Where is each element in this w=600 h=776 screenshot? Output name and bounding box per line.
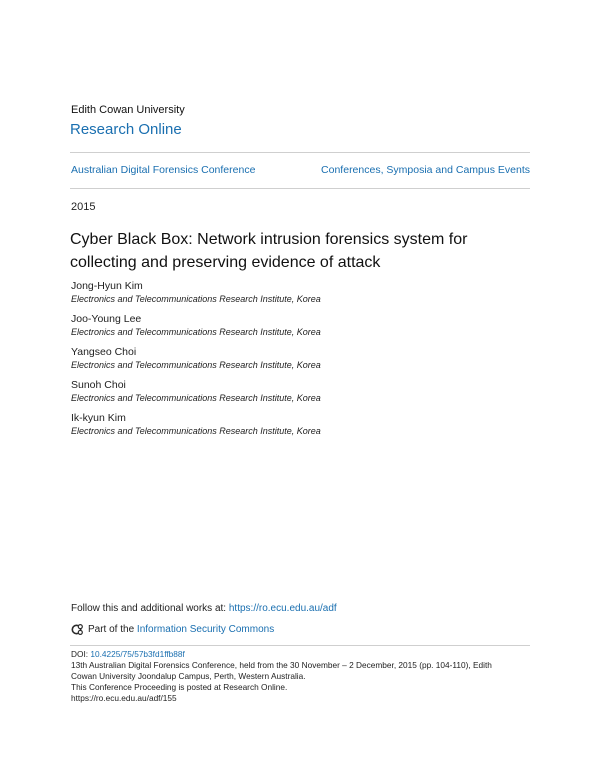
author-affiliation: Electronics and Telecommunications Research Institute, Korea bbox=[71, 426, 321, 436]
part-of-line bbox=[71, 623, 274, 636]
author-affiliation: Electronics and Telecommunications Research Institute, Korea bbox=[71, 294, 321, 304]
author-entry bbox=[71, 280, 531, 305]
citation-line-1: 13th Australian Digital Forensics Conference, held from the 30 November – 2 December, 2015 (pp. 104-110), Edith bbox=[71, 660, 492, 670]
citation-footer bbox=[71, 649, 541, 704]
author-name: Sunoh Choi bbox=[71, 379, 126, 391]
author-affiliation: Electronics and Telecommunications Research Institute, Korea bbox=[71, 393, 321, 403]
information-security-commons-link[interactable]: Information Security Commons bbox=[136, 624, 275, 635]
divider-footer bbox=[70, 645, 530, 646]
commons-network-icon bbox=[71, 623, 84, 636]
follow-text: Follow this and additional works at: bbox=[71, 603, 229, 614]
author-affiliation: Electronics and Telecommunications Research Institute, Korea bbox=[71, 327, 321, 337]
doi-line bbox=[71, 649, 541, 660]
doi-link[interactable]: 10.4225/75/57b3fd1ffb88f bbox=[90, 649, 185, 659]
institution-name: Edith Cowan University bbox=[71, 104, 185, 116]
part-of-prefix: Part of the bbox=[88, 624, 135, 635]
collection-link-conferences[interactable]: Conferences, Symposia and Campus Events bbox=[321, 164, 530, 176]
doi-label: DOI: bbox=[71, 649, 91, 659]
author-entry bbox=[71, 412, 531, 437]
author-affiliation: Electronics and Telecommunications Research Institute, Korea bbox=[71, 360, 321, 370]
author-name: Jong-Hyun Kim bbox=[71, 280, 143, 292]
divider-collections bbox=[70, 188, 530, 189]
divider-top bbox=[70, 152, 530, 153]
follow-line bbox=[71, 603, 337, 614]
citation-line-2: Cowan University Joondalup Campus, Perth, Western Australia. bbox=[71, 671, 306, 681]
author-list bbox=[71, 280, 531, 445]
publication-year: 2015 bbox=[71, 201, 96, 213]
follow-url-link[interactable]: https://ro.ecu.edu.au/adf bbox=[228, 603, 337, 614]
collection-link-adf[interactable]: Australian Digital Forensics Conference bbox=[71, 164, 256, 176]
author-name: Joo-Young Lee bbox=[71, 313, 142, 325]
citation-line-3: This Conference Proceeding is posted at Research Online. bbox=[71, 682, 288, 692]
citation-line-4: https://ro.ecu.edu.au/adf/155 bbox=[71, 693, 177, 703]
author-name: Yangseo Choi bbox=[71, 346, 137, 358]
author-name: Ik-kyun Kim bbox=[71, 412, 126, 424]
author-entry bbox=[71, 346, 531, 371]
author-entry bbox=[71, 379, 531, 404]
repository-link[interactable]: Research Online bbox=[70, 121, 182, 138]
author-entry bbox=[71, 313, 531, 338]
paper-title: Cyber Black Box: Network intrusion forensics system for collecting and preserving evidence of attack bbox=[70, 231, 468, 271]
